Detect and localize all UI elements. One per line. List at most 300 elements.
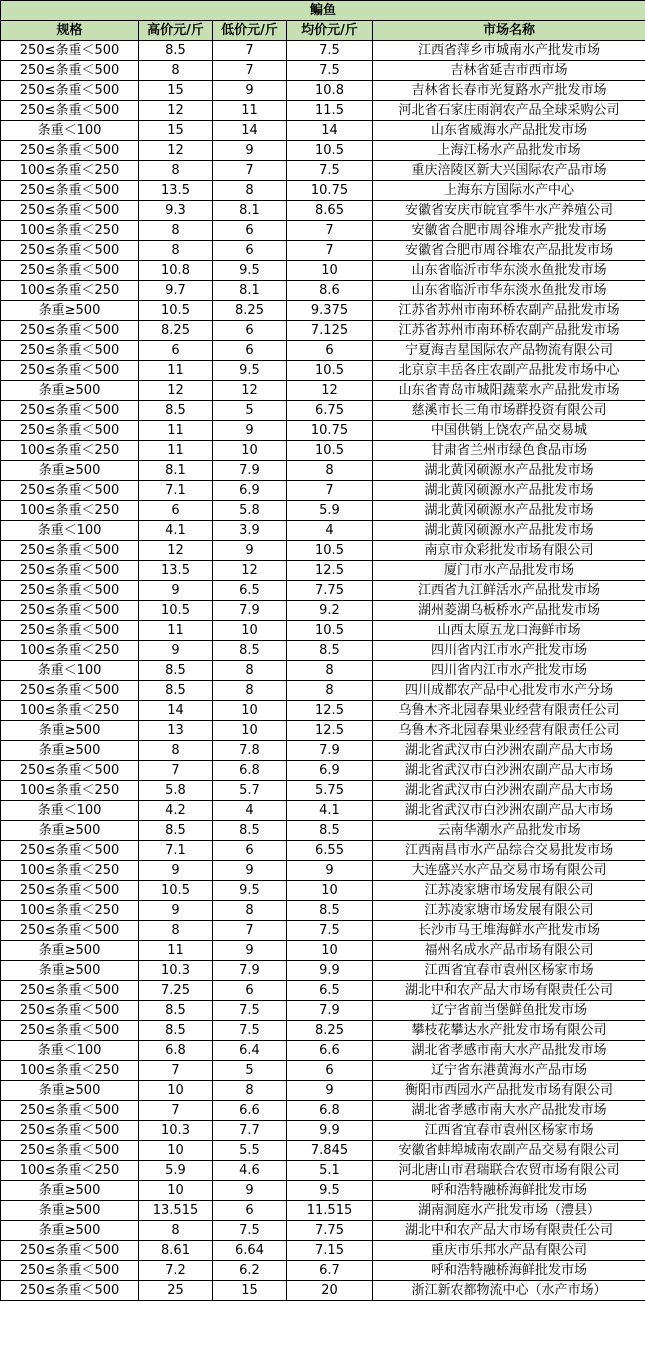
low-price-cell: 6 — [213, 221, 287, 241]
high-price-cell: 7 — [139, 761, 213, 781]
avg-price-cell: 11.515 — [287, 1201, 373, 1221]
low-price-cell: 8 — [213, 1081, 287, 1101]
avg-price-cell: 6.5 — [287, 981, 373, 1001]
avg-price-cell: 10.8 — [287, 81, 373, 101]
spec-cell: 100≤条重＜250 — [1, 901, 139, 921]
high-price-cell: 9.3 — [139, 201, 213, 221]
table-row — [1, 661, 645, 681]
spec-cell: 100≤条重＜250 — [1, 1161, 139, 1181]
market-name-cell: 福州名成水产品市场有限公司 — [373, 941, 645, 961]
table-row — [1, 621, 645, 641]
table-row — [1, 1181, 645, 1201]
header-high-price: 高价元/斤 — [139, 21, 213, 41]
market-name-cell: 湖北黄冈硕源水产品批发市场 — [373, 481, 645, 501]
low-price-cell: 9 — [213, 541, 287, 561]
spec-cell: 250≤条重＜500 — [1, 241, 139, 261]
low-price-cell: 6 — [213, 241, 287, 261]
table-row — [1, 721, 645, 741]
low-price-cell: 3.9 — [213, 521, 287, 541]
table-row — [1, 1001, 645, 1021]
low-price-cell: 4 — [213, 801, 287, 821]
market-name-cell: 湖北省武汉市白沙洲农副产品大市场 — [373, 781, 645, 801]
low-price-cell: 8 — [213, 901, 287, 921]
spec-cell: 250≤条重＜500 — [1, 981, 139, 1001]
spec-cell: 条重≥500 — [1, 1081, 139, 1101]
high-price-cell: 10.5 — [139, 881, 213, 901]
market-name-cell: 山东省临沂市华东淡水鱼批发市场 — [373, 281, 645, 301]
table-row — [1, 1141, 645, 1161]
market-name-cell: 安徽省合肥市周谷堆农产品批发市场 — [373, 241, 645, 261]
market-name-cell: 湖南洞庭水产批发市场（澧县） — [373, 1201, 645, 1221]
low-price-cell: 15 — [213, 1281, 287, 1301]
avg-price-cell: 8.5 — [287, 901, 373, 921]
table-row — [1, 241, 645, 261]
spec-cell: 250≤条重＜500 — [1, 841, 139, 861]
high-price-cell: 12 — [139, 101, 213, 121]
table-row — [1, 41, 645, 61]
spec-cell: 250≤条重＜500 — [1, 341, 139, 361]
avg-price-cell: 8.25 — [287, 1021, 373, 1041]
spec-cell: 250≤条重＜500 — [1, 601, 139, 621]
low-price-cell: 7.7 — [213, 1121, 287, 1141]
avg-price-cell: 7.75 — [287, 581, 373, 601]
avg-price-cell: 8.5 — [287, 641, 373, 661]
low-price-cell: 7.9 — [213, 961, 287, 981]
market-name-cell: 重庆市乐邦水产品有限公司 — [373, 1241, 645, 1261]
spec-cell: 条重＜100 — [1, 661, 139, 681]
high-price-cell: 11 — [139, 941, 213, 961]
spec-cell: 250≤条重＜500 — [1, 1101, 139, 1121]
avg-price-cell: 6.6 — [287, 1041, 373, 1061]
spec-cell: 100≤条重＜250 — [1, 221, 139, 241]
avg-price-cell: 4.1 — [287, 801, 373, 821]
table-row — [1, 441, 645, 461]
high-price-cell: 4.2 — [139, 801, 213, 821]
avg-price-cell: 10.5 — [287, 141, 373, 161]
spec-cell: 250≤条重＜500 — [1, 481, 139, 501]
high-price-cell: 7.1 — [139, 481, 213, 501]
market-name-cell: 辽宁省东港黄海水产品市场 — [373, 1061, 645, 1081]
table-row — [1, 121, 645, 141]
spec-cell: 条重＜100 — [1, 1041, 139, 1061]
avg-price-cell: 7.5 — [287, 161, 373, 181]
avg-price-cell: 7.9 — [287, 741, 373, 761]
table-row — [1, 1101, 645, 1121]
low-price-cell: 7.5 — [213, 1021, 287, 1041]
market-name-cell: 河北唐山市君瑞联合农贸市场有限公司 — [373, 1161, 645, 1181]
market-name-cell: 重庆涪陵区新大兴国际农产品市场 — [373, 161, 645, 181]
spec-cell: 250≤条重＜500 — [1, 581, 139, 601]
high-price-cell: 14 — [139, 701, 213, 721]
low-price-cell: 7.5 — [213, 1221, 287, 1241]
avg-price-cell: 9 — [287, 861, 373, 881]
spec-cell: 250≤条重＜500 — [1, 1281, 139, 1301]
low-price-cell: 9 — [213, 421, 287, 441]
high-price-cell: 7.25 — [139, 981, 213, 1001]
spec-cell: 250≤条重＜500 — [1, 681, 139, 701]
market-name-cell: 山西太原五龙口海鲜市场 — [373, 621, 645, 641]
market-name-cell: 山东省青岛市城阳蔬菜水产品批发市场 — [373, 381, 645, 401]
high-price-cell: 10.5 — [139, 601, 213, 621]
spec-cell: 250≤条重＜500 — [1, 321, 139, 341]
high-price-cell: 8.1 — [139, 461, 213, 481]
spec-cell: 100≤条重＜250 — [1, 781, 139, 801]
spec-cell: 条重＜100 — [1, 121, 139, 141]
table-row — [1, 821, 645, 841]
market-name-cell: 南京市众彩批发市场有限公司 — [373, 541, 645, 561]
avg-price-cell: 9 — [287, 1081, 373, 1101]
avg-price-cell: 11.5 — [287, 101, 373, 121]
market-name-cell: 衡阳市西园水产品批发市场有限公司 — [373, 1081, 645, 1101]
high-price-cell: 8.5 — [139, 401, 213, 421]
avg-price-cell: 8 — [287, 661, 373, 681]
low-price-cell: 9 — [213, 941, 287, 961]
high-price-cell: 10 — [139, 1141, 213, 1161]
spec-cell: 250≤条重＜500 — [1, 921, 139, 941]
market-name-cell: 湖北黄冈硕源水产品批发市场 — [373, 521, 645, 541]
low-price-cell: 8.1 — [213, 281, 287, 301]
table-row — [1, 701, 645, 721]
table-row — [1, 361, 645, 381]
high-price-cell: 12 — [139, 141, 213, 161]
table-row — [1, 681, 645, 701]
low-price-cell: 6.5 — [213, 581, 287, 601]
avg-price-cell: 10.5 — [287, 621, 373, 641]
table-row — [1, 561, 645, 581]
avg-price-cell: 6 — [287, 341, 373, 361]
low-price-cell: 9.5 — [213, 881, 287, 901]
table-row — [1, 341, 645, 361]
market-name-cell: 湖北省孝感市南大水产品批发市场 — [373, 1101, 645, 1121]
high-price-cell: 10.5 — [139, 301, 213, 321]
low-price-cell: 7 — [213, 921, 287, 941]
spec-cell: 250≤条重＜500 — [1, 81, 139, 101]
high-price-cell: 9 — [139, 641, 213, 661]
market-name-cell: 浙江新农都物流中心（水产市场） — [373, 1281, 645, 1301]
high-price-cell: 9 — [139, 861, 213, 881]
table-row — [1, 881, 645, 901]
low-price-cell: 5 — [213, 1061, 287, 1081]
market-name-cell: 江西南昌市水产品综合交易批发市场 — [373, 841, 645, 861]
market-name-cell: 江西省宜春市袁州区杨家市场 — [373, 961, 645, 981]
spec-cell: 250≤条重＜500 — [1, 1001, 139, 1021]
spec-cell: 条重≥500 — [1, 381, 139, 401]
high-price-cell: 4.1 — [139, 521, 213, 541]
table-row — [1, 861, 645, 881]
avg-price-cell: 8 — [287, 461, 373, 481]
low-price-cell: 6.4 — [213, 1041, 287, 1061]
low-price-cell: 6.9 — [213, 481, 287, 501]
high-price-cell: 12 — [139, 381, 213, 401]
table-row — [1, 1161, 645, 1181]
market-name-cell: 湖北中和农产品大市场有限责任公司 — [373, 1221, 645, 1241]
market-name-cell: 呼和浩特融桥海鲜批发市场 — [373, 1261, 645, 1281]
avg-price-cell: 9.9 — [287, 1121, 373, 1141]
low-price-cell: 8 — [213, 681, 287, 701]
market-name-cell: 安徽省合肥市周谷堆水产批发市场 — [373, 221, 645, 241]
market-name-cell: 攀枝花攀达水产批发市场有限公司 — [373, 1021, 645, 1041]
high-price-cell: 8.5 — [139, 681, 213, 701]
market-name-cell: 云南华潮水产品批发市场 — [373, 821, 645, 841]
table-row — [1, 221, 645, 241]
low-price-cell: 6.6 — [213, 1101, 287, 1121]
high-price-cell: 9 — [139, 581, 213, 601]
spec-cell: 条重≥500 — [1, 1221, 139, 1241]
high-price-cell: 8.5 — [139, 41, 213, 61]
market-name-cell: 江西省九江鲜活水产品批发市场 — [373, 581, 645, 601]
avg-price-cell: 10 — [287, 261, 373, 281]
low-price-cell: 6.2 — [213, 1261, 287, 1281]
low-price-cell: 7 — [213, 61, 287, 81]
high-price-cell: 8 — [139, 221, 213, 241]
market-name-cell: 吉林省延吉市西市场 — [373, 61, 645, 81]
table-title: 鳊鱼 — [1, 1, 645, 21]
header-market-name: 市场名称 — [373, 21, 645, 41]
spec-cell: 250≤条重＜500 — [1, 1241, 139, 1261]
avg-price-cell: 10.5 — [287, 361, 373, 381]
avg-price-cell: 9.2 — [287, 601, 373, 621]
market-name-cell: 长沙市马王堆海鲜水产批发市场 — [373, 921, 645, 941]
table-row — [1, 481, 645, 501]
table-row — [1, 1241, 645, 1261]
low-price-cell: 9 — [213, 1181, 287, 1201]
low-price-cell: 9 — [213, 141, 287, 161]
high-price-cell: 8 — [139, 161, 213, 181]
market-name-cell: 慈溪市长三角市场群投资有限公司 — [373, 401, 645, 421]
header-spec: 规格 — [1, 21, 139, 41]
high-price-cell: 5.8 — [139, 781, 213, 801]
spec-cell: 条重＜100 — [1, 801, 139, 821]
avg-price-cell: 5.9 — [287, 501, 373, 521]
avg-price-cell: 9.375 — [287, 301, 373, 321]
table-row — [1, 301, 645, 321]
low-price-cell: 7 — [213, 41, 287, 61]
high-price-cell: 10 — [139, 1081, 213, 1101]
avg-price-cell: 14 — [287, 121, 373, 141]
table-row — [1, 581, 645, 601]
low-price-cell: 4.6 — [213, 1161, 287, 1181]
market-name-cell: 宁夏海吉星国际农产品物流有限公司 — [373, 341, 645, 361]
high-price-cell: 7 — [139, 1101, 213, 1121]
avg-price-cell: 7 — [287, 241, 373, 261]
header-avg-price: 均价元/斤 — [287, 21, 373, 41]
table-row — [1, 1021, 645, 1041]
avg-price-cell: 12 — [287, 381, 373, 401]
table-row — [1, 81, 645, 101]
table-row — [1, 961, 645, 981]
high-price-cell: 15 — [139, 81, 213, 101]
high-price-cell: 13 — [139, 721, 213, 741]
low-price-cell: 9.5 — [213, 361, 287, 381]
avg-price-cell: 5.75 — [287, 781, 373, 801]
market-name-cell: 上海江杨水产品批发市场 — [373, 141, 645, 161]
market-name-cell: 江苏凌家塘市场发展有限公司 — [373, 881, 645, 901]
spec-cell: 250≤条重＜500 — [1, 1261, 139, 1281]
avg-price-cell: 7.125 — [287, 321, 373, 341]
high-price-cell: 15 — [139, 121, 213, 141]
table-row — [1, 601, 645, 621]
avg-price-cell: 10 — [287, 941, 373, 961]
avg-price-cell: 8 — [287, 681, 373, 701]
market-name-cell: 江苏省苏州市南环桥农副产品批发市场 — [373, 321, 645, 341]
spec-cell: 100≤条重＜250 — [1, 501, 139, 521]
low-price-cell: 7 — [213, 161, 287, 181]
avg-price-cell: 6.7 — [287, 1261, 373, 1281]
table-body — [1, 41, 645, 1301]
spec-cell: 250≤条重＜500 — [1, 761, 139, 781]
avg-price-cell: 6 — [287, 1061, 373, 1081]
avg-price-cell: 10.75 — [287, 181, 373, 201]
avg-price-cell: 5.1 — [287, 1161, 373, 1181]
low-price-cell: 11 — [213, 101, 287, 121]
avg-price-cell: 12.5 — [287, 561, 373, 581]
table-row — [1, 1061, 645, 1081]
table-row — [1, 901, 645, 921]
market-name-cell: 上海东方国际水产中心 — [373, 181, 645, 201]
table-row — [1, 381, 645, 401]
market-name-cell: 甘肃省兰州市绿色食品市场 — [373, 441, 645, 461]
spec-cell: 100≤条重＜250 — [1, 861, 139, 881]
low-price-cell: 8.25 — [213, 301, 287, 321]
high-price-cell: 9 — [139, 901, 213, 921]
avg-price-cell: 7.15 — [287, 1241, 373, 1261]
spec-cell: 条重≥500 — [1, 721, 139, 741]
avg-price-cell: 10.75 — [287, 421, 373, 441]
table-row — [1, 101, 645, 121]
market-name-cell: 湖北黄冈硕源水产品批发市场 — [373, 461, 645, 481]
market-name-cell: 北京京丰岳各庄农副产品批发市场中心 — [373, 361, 645, 381]
low-price-cell: 6.8 — [213, 761, 287, 781]
high-price-cell: 10.8 — [139, 261, 213, 281]
spec-cell: 250≤条重＜500 — [1, 1121, 139, 1141]
spec-cell: 条重≥500 — [1, 301, 139, 321]
low-price-cell: 10 — [213, 721, 287, 741]
high-price-cell: 8.5 — [139, 661, 213, 681]
market-name-cell: 呼和浩特融桥海鲜批发市场 — [373, 1181, 645, 1201]
market-name-cell: 辽宁省前当堡鲜鱼批发市场 — [373, 1001, 645, 1021]
spec-cell: 250≤条重＜500 — [1, 401, 139, 421]
avg-price-cell: 7.845 — [287, 1141, 373, 1161]
spec-cell: 250≤条重＜500 — [1, 541, 139, 561]
low-price-cell: 7.5 — [213, 1001, 287, 1021]
high-price-cell: 12 — [139, 541, 213, 561]
spec-cell: 100≤条重＜250 — [1, 701, 139, 721]
high-price-cell: 8 — [139, 241, 213, 261]
low-price-cell: 10 — [213, 621, 287, 641]
high-price-cell: 7.1 — [139, 841, 213, 861]
table-row — [1, 1261, 645, 1281]
high-price-cell: 8 — [139, 1221, 213, 1241]
avg-price-cell: 7.75 — [287, 1221, 373, 1241]
market-name-cell: 湖北省孝感市南大水产品批发市场 — [373, 1041, 645, 1061]
market-name-cell: 山东省临沂市华东淡水鱼批发市场 — [373, 261, 645, 281]
table-row — [1, 981, 645, 1001]
market-name-cell: 湖州菱湖乌板桥水产品批发市场 — [373, 601, 645, 621]
spec-cell: 250≤条重＜500 — [1, 881, 139, 901]
avg-price-cell: 7.9 — [287, 1001, 373, 1021]
table-row — [1, 941, 645, 961]
spec-cell: 100≤条重＜250 — [1, 161, 139, 181]
table-row — [1, 61, 645, 81]
low-price-cell: 10 — [213, 701, 287, 721]
high-price-cell: 11 — [139, 421, 213, 441]
table-row — [1, 761, 645, 781]
header-row — [1, 21, 645, 41]
high-price-cell: 8 — [139, 741, 213, 761]
avg-price-cell: 8.5 — [287, 821, 373, 841]
market-name-cell: 大连盛兴水产品交易市场有限公司 — [373, 861, 645, 881]
avg-price-cell: 7.5 — [287, 61, 373, 81]
high-price-cell: 8.5 — [139, 821, 213, 841]
avg-price-cell: 8.6 — [287, 281, 373, 301]
low-price-cell: 5.7 — [213, 781, 287, 801]
table-row — [1, 461, 645, 481]
low-price-cell: 8.1 — [213, 201, 287, 221]
low-price-cell: 5.5 — [213, 1141, 287, 1161]
table-row — [1, 921, 645, 941]
avg-price-cell: 4 — [287, 521, 373, 541]
spec-cell: 250≤条重＜500 — [1, 101, 139, 121]
table-row — [1, 541, 645, 561]
spec-cell: 100≤条重＜250 — [1, 441, 139, 461]
spec-cell: 250≤条重＜500 — [1, 201, 139, 221]
market-name-cell: 江苏凌家塘市场发展有限公司 — [373, 901, 645, 921]
spec-cell: 250≤条重＜500 — [1, 561, 139, 581]
market-name-cell: 乌鲁木齐北园春果业经营有限责任公司 — [373, 701, 645, 721]
avg-price-cell: 7 — [287, 481, 373, 501]
spec-cell: 250≤条重＜500 — [1, 1141, 139, 1161]
spec-cell: 250≤条重＜500 — [1, 181, 139, 201]
spec-cell: 条重≥500 — [1, 741, 139, 761]
low-price-cell: 5.8 — [213, 501, 287, 521]
high-price-cell: 8.61 — [139, 1241, 213, 1261]
low-price-cell: 6 — [213, 321, 287, 341]
avg-price-cell: 10.5 — [287, 541, 373, 561]
low-price-cell: 8.5 — [213, 821, 287, 841]
high-price-cell: 6 — [139, 501, 213, 521]
avg-price-cell: 6.55 — [287, 841, 373, 861]
market-name-cell: 四川成都农产品中心批发市水产分场 — [373, 681, 645, 701]
avg-price-cell: 7.5 — [287, 41, 373, 61]
title-row — [1, 1, 645, 21]
market-name-cell: 江苏省苏州市南环桥农副产品批发市场 — [373, 301, 645, 321]
avg-price-cell: 10 — [287, 881, 373, 901]
table-row — [1, 161, 645, 181]
table-row — [1, 781, 645, 801]
table-row — [1, 641, 645, 661]
market-name-cell: 四川省内江市水产批发市场 — [373, 641, 645, 661]
high-price-cell: 13.5 — [139, 561, 213, 581]
table-row — [1, 741, 645, 761]
low-price-cell: 7.8 — [213, 741, 287, 761]
table-row — [1, 401, 645, 421]
avg-price-cell: 20 — [287, 1281, 373, 1301]
high-price-cell: 8 — [139, 921, 213, 941]
low-price-cell: 9 — [213, 861, 287, 881]
high-price-cell: 6.8 — [139, 1041, 213, 1061]
high-price-cell: 9.7 — [139, 281, 213, 301]
market-name-cell: 湖北省武汉市白沙洲农副产品大市场 — [373, 801, 645, 821]
high-price-cell: 6 — [139, 341, 213, 361]
low-price-cell: 9 — [213, 81, 287, 101]
spec-cell: 250≤条重＜500 — [1, 421, 139, 441]
table-row — [1, 521, 645, 541]
spec-cell: 条重≥500 — [1, 1201, 139, 1221]
table-row — [1, 1121, 645, 1141]
high-price-cell: 13.515 — [139, 1201, 213, 1221]
table-row — [1, 261, 645, 281]
low-price-cell: 12 — [213, 381, 287, 401]
